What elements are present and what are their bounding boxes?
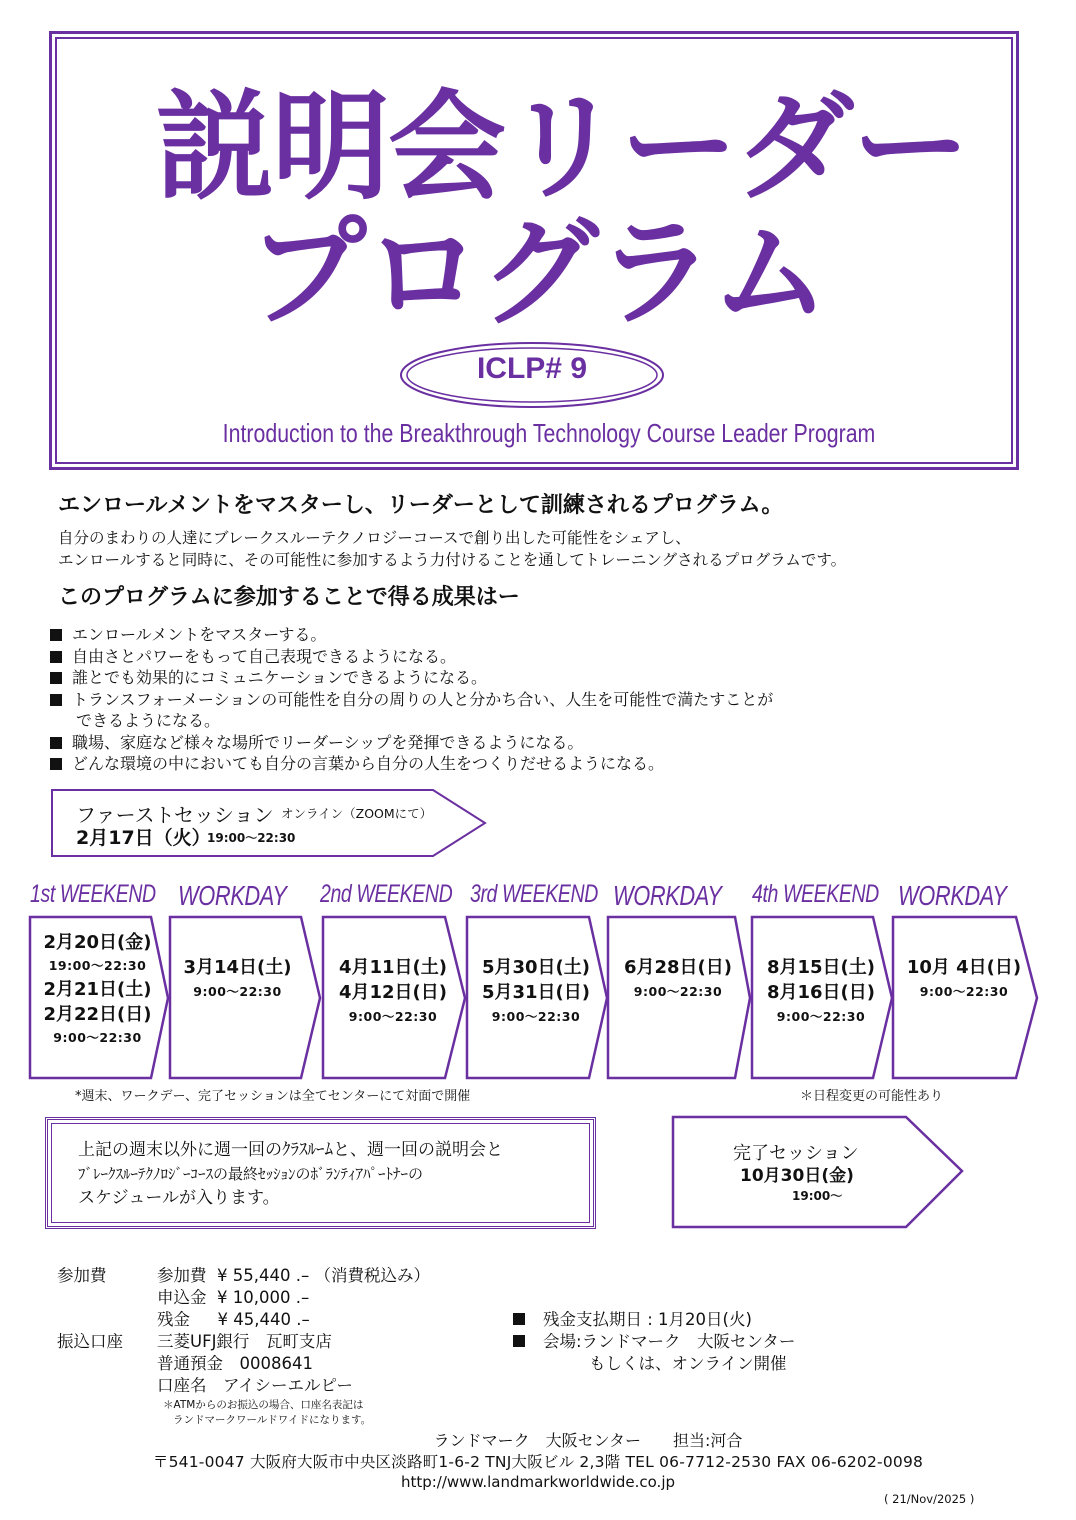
square-bullet-icon — [50, 758, 62, 770]
schedule-box-2: 3月14日(土) 9:00〜22:30 — [183, 957, 292, 999]
first-session-time: 19:00〜22:30 — [207, 831, 296, 845]
deadline-info: 残金支払期日 : 1月20日(火) — [513, 1309, 752, 1332]
schedule-title-7: WORKDAY — [898, 880, 1007, 911]
first-session-mode: オンライン（ZOOMにて） — [281, 806, 433, 821]
program-badge: ICLP# 9 — [476, 352, 588, 385]
first-session-date: 2月17日（火） — [76, 827, 211, 849]
completion-session-time: 19:00〜 — [792, 1189, 843, 1203]
square-bullet-icon — [50, 629, 62, 641]
square-bullet-icon — [50, 694, 62, 706]
footer-url[interactable]: http://www.landmarkworldwide.co.jp — [400, 1473, 676, 1491]
list-item: エンロールメントをマスターする。 — [50, 624, 773, 646]
list-item: 誰とでも効果的にコミュニケーションできるようになる。 — [50, 667, 773, 689]
fee-row-3: 残金 ¥ 45,440 .– — [157, 1310, 310, 1329]
fee-label: 参加費 — [57, 1266, 107, 1285]
schedule-title-1: 1st WEEKEND — [30, 880, 156, 908]
square-bullet-icon — [50, 651, 62, 663]
outcomes-list — [50, 624, 773, 775]
bank-account: 普通預金 0008641 — [157, 1354, 313, 1373]
schedule-change-note: ＊日程変更の可能性あり — [800, 1089, 944, 1104]
square-bullet-icon — [50, 737, 62, 749]
main-title-line1: 説明会リーダー — [155, 78, 968, 216]
english-subtitle: Introduction to the Breakthrough Technology Course Leader Program — [222, 418, 876, 448]
weekly-schedule-notice: 上記の週末以外に週一回のｸﾗｽﾙｰﾑと、週一回の説明会と ﾌﾞﾚｰｸｽﾙｰﾃｸﾉﾛｼﾞｰｺｰｽの最終ｾｯｼｮﾝのﾎﾞﾗﾝﾃｨｱﾊﾟｰﾄﾅｰの スケジュールが入ります。 — [78, 1140, 503, 1208]
in-person-note: *週末、ワークデー、完了セッションは全てセンターにて対面で開催 — [75, 1089, 471, 1104]
schedule-box-6: 8月15日(土) 8月16日(日) 9:00〜22:30 — [766, 957, 876, 1024]
list-item: 自由さとパワーをもって自己表現できるようになる。 — [50, 646, 773, 668]
schedule-box-5: 6月28日(日) 9:00〜22:30 — [623, 957, 733, 999]
completion-session-date: 10月30日(金) — [740, 1166, 854, 1186]
list-item-continuation: できるようになる。 — [76, 711, 221, 730]
list-item: 職場、家庭など様々な場所でリーダーシップを発揮できるようになる。 — [50, 732, 773, 754]
square-bullet-icon — [513, 1335, 525, 1347]
schedule-title-3: 2nd WEEKEND — [320, 880, 453, 908]
intro-paragraph-line1: 自分のまわりの人達にブレークスルーテクノロジーコースで創り出した可能性をシェアし、 — [58, 529, 691, 547]
outcomes-heading: このプログラムに参加することで得る成果はー — [58, 585, 520, 610]
schedule-title-4: 3rd WEEKEND — [470, 880, 598, 908]
intro-heading: エンロールメントをマスターし、リーダーとして訓練されるプログラム。 — [58, 493, 784, 518]
first-session-label: ファーストセッション — [76, 803, 274, 827]
schedule-box-3: 4月11日(土) 4月12日(日) 9:00〜22:30 — [338, 957, 448, 1024]
completion-session-label: 完了セッション — [733, 1143, 859, 1164]
schedule-title-6: 4th WEEKEND — [752, 880, 879, 908]
venue-info: 会場:ランドマーク 大阪センター — [513, 1331, 795, 1354]
schedule-title-2: WORKDAY — [178, 880, 287, 911]
square-bullet-icon — [513, 1313, 525, 1325]
bank-name: 三菱UFJ銀行 瓦町支店 — [157, 1332, 332, 1351]
square-bullet-icon — [50, 672, 62, 684]
bank-label: 振込口座 — [57, 1332, 123, 1351]
schedule-title-5: WORKDAY — [613, 880, 722, 911]
schedule-box-1: 2月20日(金) 19:00〜22:30 2月21日(土) 2月22日(日) 9:00〜22:30 — [43, 932, 152, 1045]
footer-address: 〒541-0047 大阪府大阪市中央区淡路町1-6-2 TNJ大阪ビル 2,3階 TEL 06-7712-2530 FAX 06-6202-0098 — [152, 1453, 924, 1471]
intro-paragraph-line2: エンロールすると同時に、その可能性に参加するよう力付けることを通してトレーニングされるプログラムです。 — [58, 551, 847, 569]
document-date: ( 21/Nov/2025 ) — [884, 1492, 975, 1506]
list-item: どんな環境の中においても自分の言葉から自分の人生をつくりだせるようになる。 — [50, 753, 773, 775]
main-title-line2: プログラム — [248, 204, 828, 342]
atm-note-line2: ランドマークワールドワイドになります。 — [173, 1414, 372, 1426]
fee-row-1: 参加費 ¥ 55,440 .– （消費税込み） — [157, 1266, 430, 1285]
footer-center-contact: ランドマーク 大阪センター 担当:河合 — [433, 1431, 743, 1450]
atm-note-line1: ＊ATMからのお振込の場合、口座名表記は — [163, 1399, 364, 1411]
schedule-box-7: 10月 4日(日) 9:00〜22:30 — [906, 957, 1022, 999]
schedule-box-4: 5月30日(土) 5月31日(日) 9:00〜22:30 — [481, 957, 591, 1024]
venue-alt-info: もしくは、オンライン開催 — [589, 1354, 787, 1373]
list-item: トランスフォーメーションの可能性を自分の周りの人と分かち合い、人生を可能性で満たすことが — [50, 689, 773, 711]
fee-row-2: 申込金 ¥ 10,000 .– — [157, 1288, 310, 1307]
bank-holder: 口座名 アイシーエルピー — [157, 1376, 353, 1395]
